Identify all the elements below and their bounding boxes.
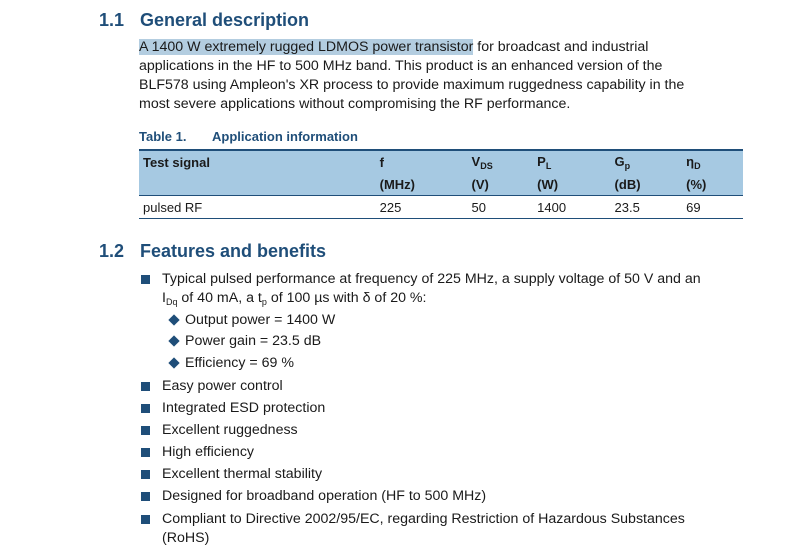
table-cell: 69 <box>682 196 743 219</box>
section-title: Features and benefits <box>140 241 327 261</box>
subitem-text: Power gain = 23.5 dB <box>185 333 322 349</box>
description-text: most severe applications without compromising the RF performance. <box>139 96 571 112</box>
highlighted-text: A 1400 W extremely rugged LDMOS power transistor <box>139 39 474 55</box>
description-text: for broadcast and industrial <box>473 39 649 55</box>
section-title: General description <box>140 10 310 30</box>
section-number: 1.2 <box>99 241 125 261</box>
section-number: 1.1 <box>99 10 125 30</box>
table-caption <box>139 129 358 144</box>
feature-text: $I_{Dq}$ of 40 mA, a $t_p$ of 100 µs with δ of 20 %: <box>162 290 427 307</box>
feature-text: Designed for broadband operation (HF to 500 MHz) <box>162 488 487 504</box>
table-caption-label: Application information <box>212 129 358 144</box>
diamond-bullet-icon <box>168 314 179 325</box>
table-cell: pulsed RF <box>139 196 376 219</box>
description-text: BLF578 using Ampleon's XR process to provide maximum ruggedness capability in the <box>139 77 685 93</box>
diamond-bullet-icon <box>168 357 179 368</box>
table-cell: 23.5 <box>611 196 683 219</box>
header-gp: $G_p$ <box>611 150 683 173</box>
header-test-signal: Test signal <box>139 150 376 173</box>
table-cell: 1400 <box>533 196 610 219</box>
header-frequency: f <box>376 150 468 173</box>
unit-cell: (MHz) <box>379 176 415 192</box>
unit-cell: (V) <box>471 176 489 192</box>
feature-text: High efficiency <box>162 444 255 460</box>
application-information-table <box>139 149 743 219</box>
general-description-paragraph <box>139 38 779 114</box>
square-bullet-icon <box>141 382 150 391</box>
square-bullet-icon <box>141 275 150 284</box>
subitem-text: Efficiency = 69 % <box>185 355 294 371</box>
feature-text: Integrated ESD protection <box>162 400 326 416</box>
unit-cell: (%) <box>686 176 707 192</box>
feature-text: Excellent thermal stability <box>162 466 323 482</box>
square-bullet-icon <box>141 515 150 524</box>
subitem-text: Output power = 1400 W <box>185 312 336 328</box>
unit-cell: (dB) <box>614 176 641 192</box>
table-row <box>139 196 743 219</box>
feature-text: Compliant to Directive 2002/95/EC, regarding Restriction of Hazardous Substances <box>162 511 685 527</box>
unit-cell <box>139 173 376 196</box>
header-pl: $P_L$ <box>533 150 610 173</box>
header-efficiency: $\eta_D$ <box>682 150 743 173</box>
diamond-bullet-icon <box>168 335 179 346</box>
table-cell: 50 <box>468 196 534 219</box>
feature-text: Excellent ruggedness <box>162 422 298 438</box>
feature-text: Typical pulsed performance at frequency of 225 MHz, a supply voltage of 50 V and an <box>162 271 701 287</box>
square-bullet-icon <box>141 404 150 413</box>
table-cell: 225 <box>376 196 468 219</box>
square-bullet-icon <box>141 470 150 479</box>
square-bullet-icon <box>141 448 150 457</box>
table-header-row <box>139 150 743 173</box>
unit-cell: (W) <box>537 176 559 192</box>
feature-text: Easy power control <box>162 378 283 394</box>
table-units-row <box>139 173 743 196</box>
header-vds: $V_{DS}$ <box>468 150 534 173</box>
table-caption-number: Table 1. <box>139 129 187 144</box>
feature-text: (RoHS) <box>162 530 210 546</box>
square-bullet-icon <box>141 492 150 501</box>
square-bullet-icon <box>141 426 150 435</box>
description-text: applications in the HF to 500 MHz band. This product is an enhanced version of the <box>139 58 663 74</box>
